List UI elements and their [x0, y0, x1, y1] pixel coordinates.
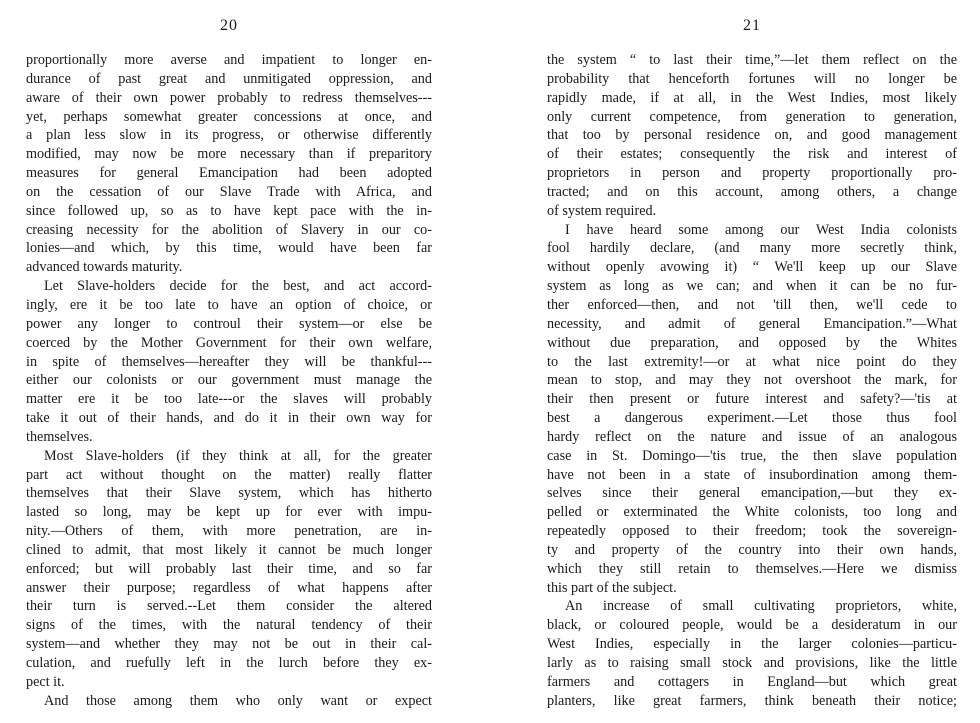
text-line: of their estates; consequently the risk and interest of	[547, 146, 957, 163]
text-line: West Indies, especially in the larger colonies—particu-	[547, 636, 957, 653]
text-line: hardy reflect on the nature and issue of an analogous	[547, 428, 957, 445]
text-line: lonies—and which, by this time, would have been far	[26, 240, 432, 257]
text-line: lasted so long, may be kept up for ever with impu-	[26, 504, 432, 521]
text-line: on the cessation of our Slave Trade with Africa, and	[26, 183, 432, 200]
text-line: proprietors in person and property proportionally pro-	[547, 165, 957, 182]
text-line: ty and property of the country into their own hands,	[547, 541, 957, 558]
page-number-right: 21	[743, 17, 761, 34]
text-line: themselves that their Slave system, which has hitherto	[26, 485, 432, 502]
text-line: advanced towards maturity.	[26, 259, 183, 276]
text-line: since followed up, so as to have kept pace with the in-	[26, 202, 432, 219]
text-line: that too by personal residence on, and good management	[547, 127, 957, 144]
text-line: their turn is served.--Let them consider the altered	[26, 598, 432, 615]
right-page-text	[547, 51, 957, 711]
text-line: take it out of their hands, and do it in their own way for	[26, 410, 432, 427]
text-line: mean to stop, and may they not overshoot the mark, for	[547, 372, 957, 389]
text-line: this part of the subject.	[547, 579, 677, 596]
text-line: black, or coloured people, would be a desideratum in our	[547, 617, 957, 634]
page-number-left: 20	[220, 17, 238, 34]
text-line: without openly avowing it) “ We'll keep up our Slave	[547, 259, 957, 276]
text-line: modified, may now be more necessary than if preparitory	[26, 146, 432, 163]
text-line: probability that henceforth fortunes will no longer be	[547, 70, 957, 87]
text-line: nity.—Others of them, with more penetration, are in-	[26, 523, 432, 540]
text-line: signs of the times, with the natural tendency of their	[26, 617, 432, 634]
text-line: pect it.	[26, 673, 65, 690]
text-line: planters, like great farmers, think beneath their notice;	[547, 692, 957, 709]
text-line: selves since their general emancipation,—but they ex-	[547, 485, 957, 502]
text-line: without due preparation, and opposed by the Whites	[547, 334, 957, 351]
text-line: necessity, and admit of general Emancipation.”—What	[547, 315, 957, 332]
text-line: of system required.	[547, 202, 657, 219]
text-line: rapidly made, if at all, in the West Indies, most likely	[547, 89, 957, 106]
text-line: proportionally more averse and impatient to longer en-	[26, 52, 432, 68]
text-line: have not been in a state of insubordination among them-	[547, 466, 957, 483]
text-line: creasing necessity for the abolition of Slavery in our co-	[26, 221, 432, 238]
text-line: larly as to raising small stock and provisions, like the little	[547, 655, 957, 671]
text-line: in spite of themselves—hereafter they will be thankful---	[26, 353, 432, 370]
left-page	[26, 0, 432, 723]
text-line: coerced by the Mother Government for their own welfare,	[26, 334, 432, 351]
text-line: repeatedly opposed to their freedom; took the sovereign-	[547, 523, 957, 540]
text-line: enforced; but will probably last their time, and so far	[26, 560, 432, 577]
text-line: system—and whether they may not be out in their cal-	[26, 636, 432, 653]
text-line: pelled or exterminated the White colonists, too long and	[547, 504, 957, 521]
text-line: farmers and cottagers in England—but which great	[547, 673, 957, 690]
text-line: culation, and ruefully left in the lurch before they ex-	[26, 655, 432, 671]
text-line: Let Slave-holders decide for the best, and act accord-	[44, 278, 432, 295]
text-line: tracted; and on this account, among others, a change	[547, 183, 957, 200]
text-line: which they still retain to themselves.—Here we dismiss	[547, 560, 957, 577]
left-page-text	[26, 51, 432, 711]
text-line: durance of past great and unmitigated oppression, and	[26, 70, 432, 87]
text-line: fool hardily declare, (and many more secretly think,	[547, 240, 957, 257]
text-line: a plan less slow in its progress, or otherwise differently	[26, 127, 432, 144]
text-line: best a dangerous experiment.—Let those thus fool	[547, 410, 957, 427]
text-line: part act without thought on the matter) really flatter	[26, 466, 432, 483]
text-line: aware of their own power probably to redress themselves---	[26, 89, 432, 106]
text-line: And those among them who only want or expect	[44, 692, 432, 709]
text-line: to the last extremity!—or at what nice point do they	[547, 353, 957, 370]
text-line: An increase of small cultivating proprietors, white,	[565, 598, 957, 615]
text-line: case in St. Domingo—'tis true, the then slave population	[547, 447, 957, 464]
text-line: ingly, ere it be too late to have an option of choice, or	[26, 296, 432, 313]
text-line: clined to admit, that most likely it cannot be much longer	[26, 541, 432, 558]
text-line: system as long as we can; and when it can be no fur-	[547, 278, 957, 295]
text-line: either our colonists or our government must manage the	[26, 372, 432, 389]
text-line: I have heard some among our West India colonists	[565, 221, 957, 238]
text-line: power any longer to controul their system—or else be	[26, 315, 432, 332]
text-line: matter ere it be too late---or the slaves will probably	[26, 391, 432, 408]
text-line: ther enforced—then, and not 'till then, we'll cede to	[547, 296, 957, 313]
text-line: yet, perhaps somewhat greater concessions at once, and	[26, 108, 432, 125]
text-line: themselves.	[26, 428, 93, 445]
text-line: answer their purpose; regardless of what happens after	[26, 579, 432, 596]
text-line: only current competence, from generation to generation,	[547, 108, 957, 125]
text-line: their then present or future interest and safety?—'tis at	[547, 391, 957, 408]
right-page	[547, 0, 957, 723]
text-line: the system “ to last their time,”—let them reflect on the	[547, 52, 957, 68]
text-line: measures for general Emancipation had been adopted	[26, 165, 432, 182]
text-line: Most Slave-holders (if they think at all, for the greater	[44, 447, 432, 464]
